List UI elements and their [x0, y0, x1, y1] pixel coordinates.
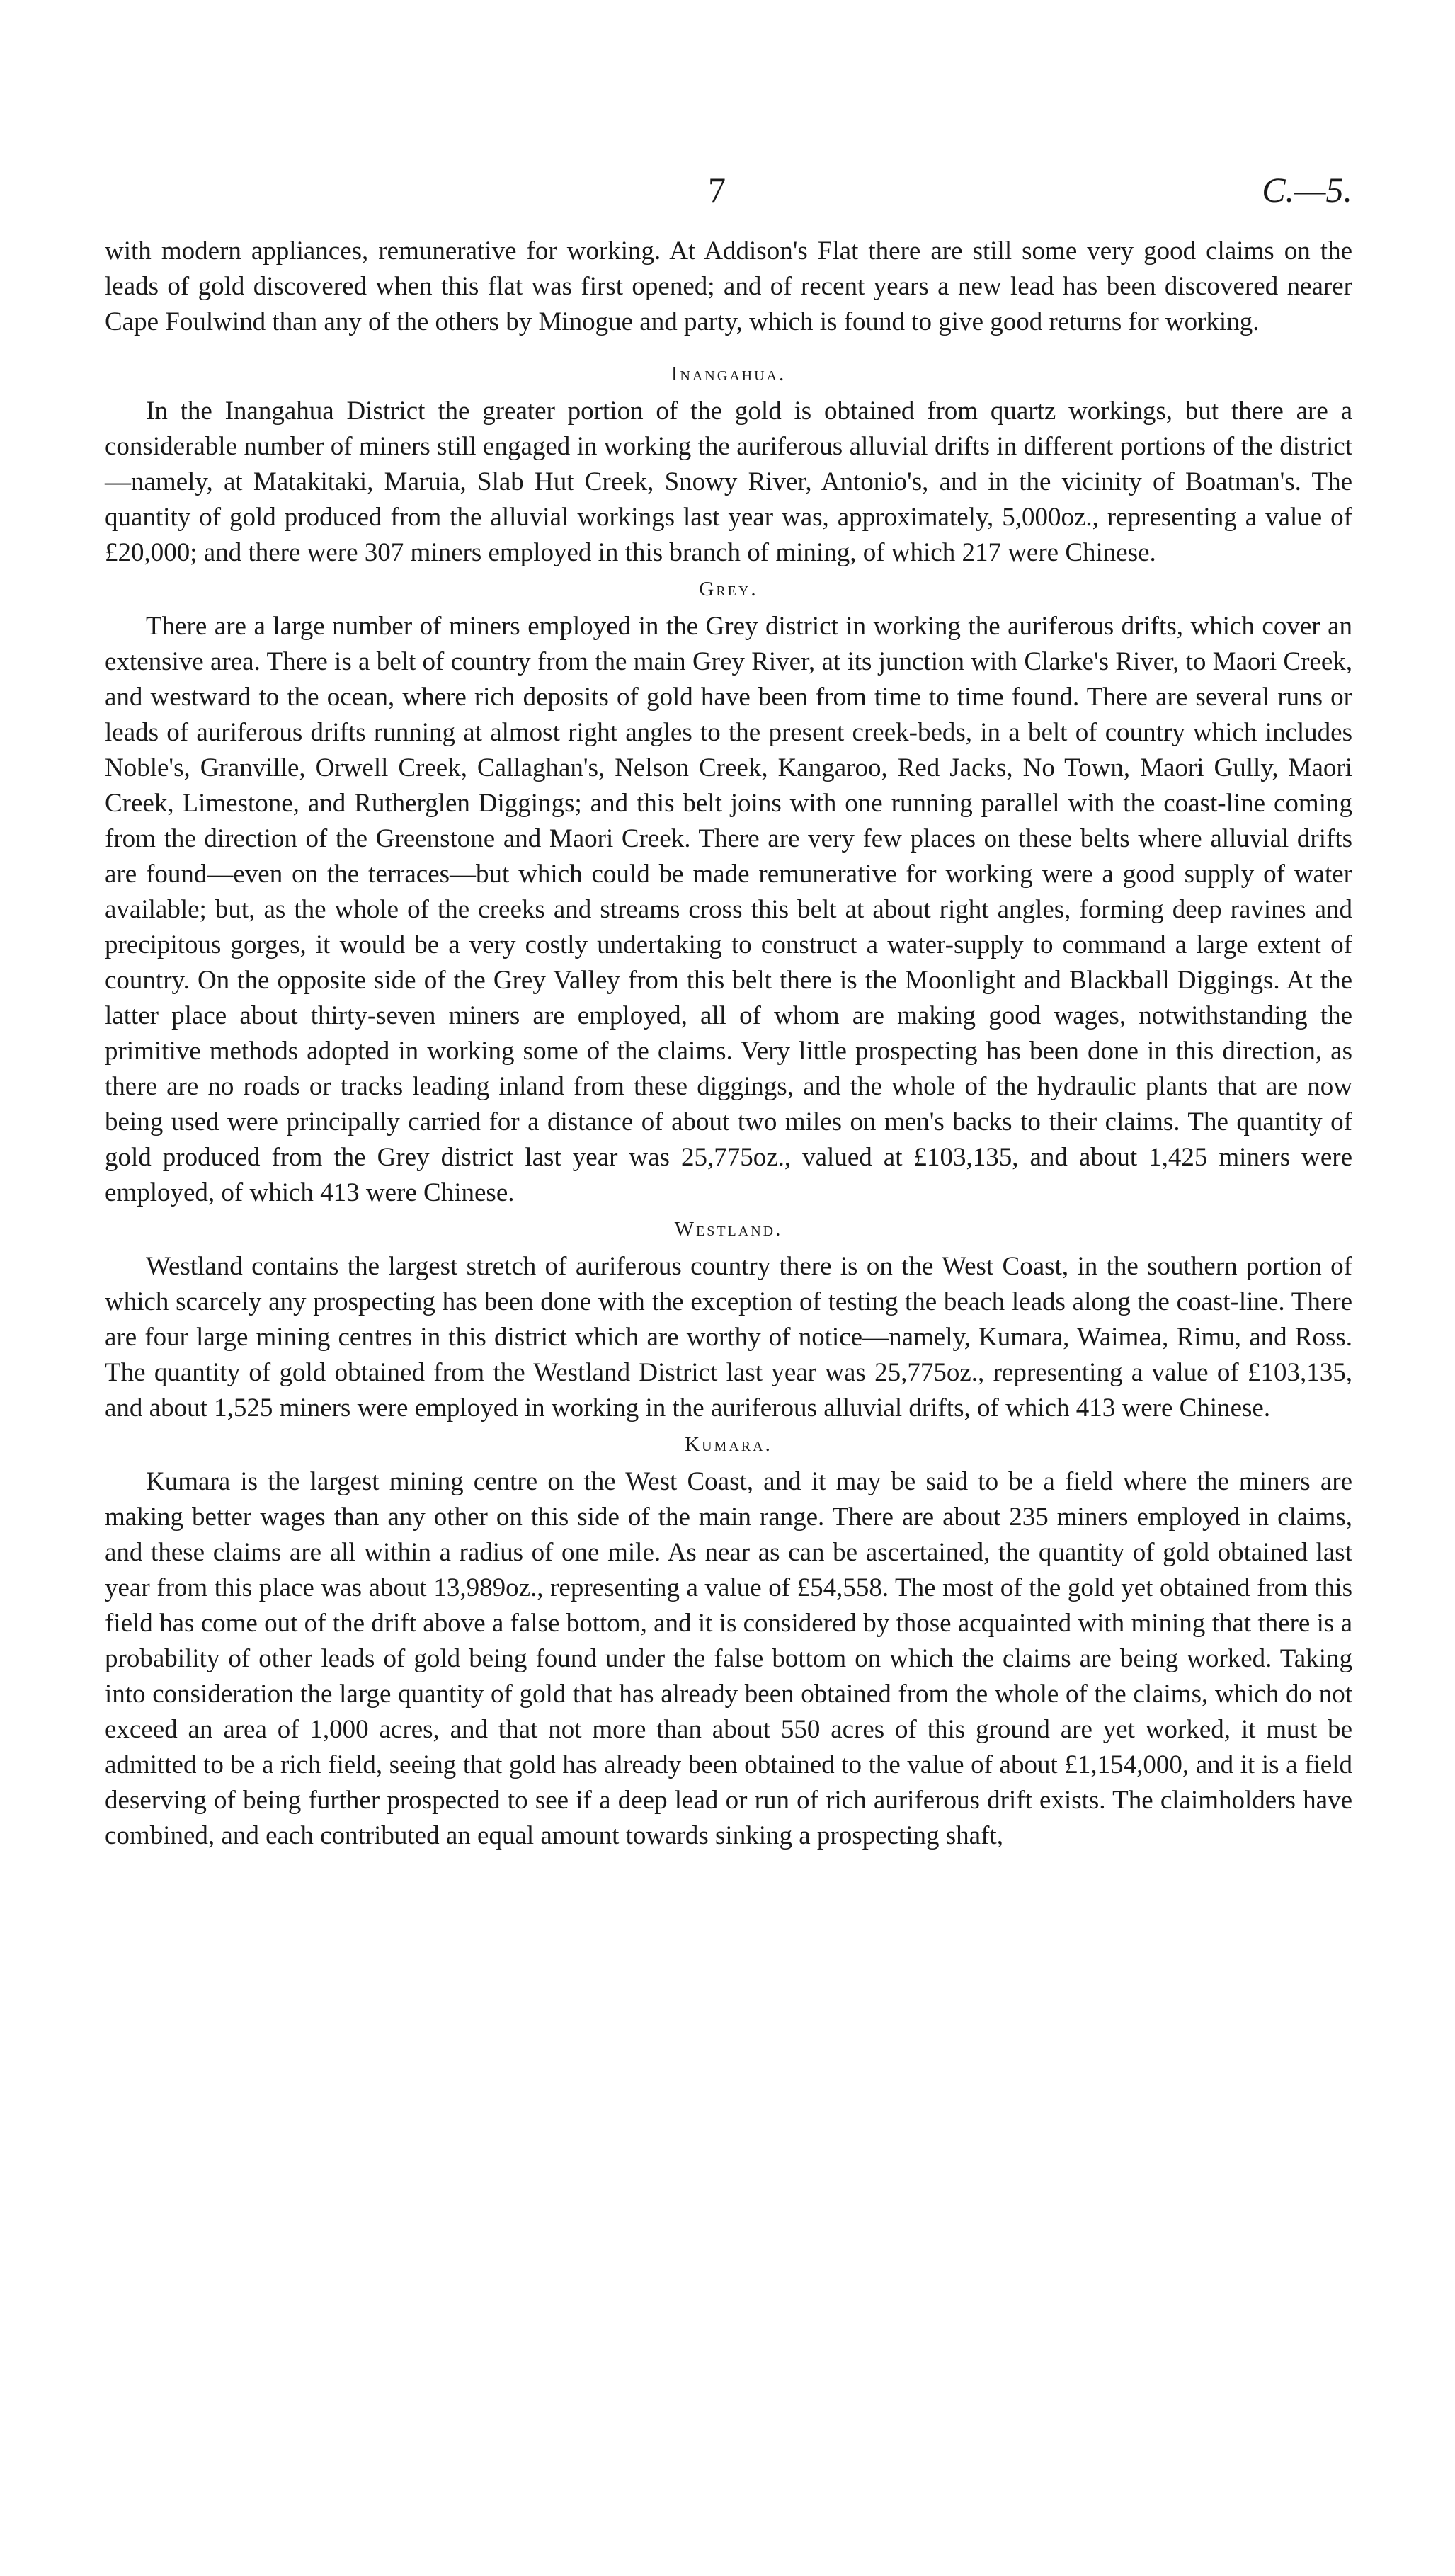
section-heading: Inangahua. — [671, 363, 787, 385]
document-page — [105, 170, 1352, 1854]
section-heading: Grey. — [699, 578, 758, 600]
section-paragraph: There are a large number of miners employed in the Grey district in working the auriferous drifts, which cover an extensive area. There is a belt of country from the main Grey River, at its junction with Clarke's River, to Maori Creek, and westward to the ocean, where rich deposits of gold have been from time to time found. There are several runs or leads of auriferous drifts running at almost right angles to the present creek-beds, in a belt of country which includes Noble's, Granville, Orwell Creek, Callaghan's, Nelson Creek, Kangaroo, Red Jacks, No Town, Maori Gully, Maori Creek, Limestone, and Rutherglen Diggings; and this belt joins with one running parallel with the coast-line coming from the direction of the Greenstone and Maori Creek. There are very few places on these belts where alluvial drifts are found—even on the terraces—but which could be made remunerative for working were a good supply of water available; but, as the whole of the creeks and streams cross this belt at about right angles, forming deep ravines and precipitous gorges, it would be a very costly undertaking to construct a water-supply to command a large extent of country. On the opposite side of the Grey Valley from this belt there is the Moonlight and Blackball Diggings. At the latter place about thirty-seven miners are employed, all of whom are making good wages, notwithstanding the primitive methods adopted in working some of the claims. Very little prospecting has been done in this direction, as there are no roads or tracks leading inland from these diggings, and the whole of the hydraulic plants that are now being used were principally carried for a distance of about two miles on men's backs to their claims. The quantity of gold produced from the Grey district last year was 25,775oz., valued at £103,135, and about 1,425 miners were employed, of which 413 were Chinese. — [105, 612, 1352, 1207]
intro-paragraph: with modern appliances, remunerative for working. At Addison's Flat there are still some very good claims on the leads of gold discovered when this flat was first opened; and of recent years a new lead has been discovered nearer Cape Foulwind than any of the others by Minogue and party, which is found to give good returns for working. — [105, 236, 1352, 336]
document-reference: C.—5. — [1262, 170, 1352, 210]
page-number: 7 — [708, 170, 726, 210]
section-paragraph: In the Inangahua District the greater portion of the gold is obtained from quartz workings, but there are a considerable number of miners still engaged in working the auriferous alluvial drifts in different portions of the district—namely, at Matakitaki, Maruia, Slab Hut Creek, Snowy River, Antonio's, and in the vicinity of Boatman's. The quantity of gold produced from the alluvial workings last year was, approximately, 5,000oz., representing a value of £20,000; and there were 307 miners employed in this branch of mining, of which 217 were Chinese. — [105, 397, 1352, 567]
section-paragraph: Kumara is the largest mining centre on the West Coast, and it may be said to be a field where the miners are making better wages than any other on this side of the main range. There are about 235 miners employed in claims, and these claims are all within a radius of one mile. As near as can be ascertained, the quantity of gold obtained last year from this place was about 13,989oz., representing a value of £54,558. The most of the gold yet obtained from this field has come out of the drift above a false bottom, and it is considered by those acquainted with mining that there is a probability of other leads of gold being found under the false bottom on which the claims are being worked. Taking into consideration the large quantity of gold that has already been obtained from the whole of the claims, which do not exceed an area of 1,000 acres, and that not more than about 550 acres of this ground are yet worked, it must be admitted to be a rich field, seeing that gold has already been obtained to the value of about £1,154,000, and it is a field deserving of being further prospected to see if a deep lead or run of rich auriferous drift exists. The claimholders have combined, and each contributed an equal amount towards sinking a prospecting shaft, — [105, 1467, 1352, 1850]
section-grey — [105, 575, 1352, 1211]
section-westland — [105, 1215, 1352, 1426]
section-inangahua — [105, 360, 1352, 571]
section-paragraph: Westland contains the largest stretch of auriferous country there is on the West Coast, in the southern portion of which scarcely any prospecting has been done with the exception of testing the beach leads along the coast-line. There are four large mining centres in this district which are worthy of notice—namely, Kumara, Waimea, Rimu, and Ross. The quantity of gold obtained from the Westland District last year was 25,775oz., representing a value of £103,135, and about 1,525 miners were employed in working in the auriferous alluvial drifts, of which 413 were Chinese. — [105, 1252, 1352, 1423]
section-kumara — [105, 1430, 1352, 1854]
page-header — [105, 170, 1352, 234]
section-heading: Westland. — [674, 1218, 783, 1241]
section-heading: Kumara. — [685, 1433, 772, 1456]
